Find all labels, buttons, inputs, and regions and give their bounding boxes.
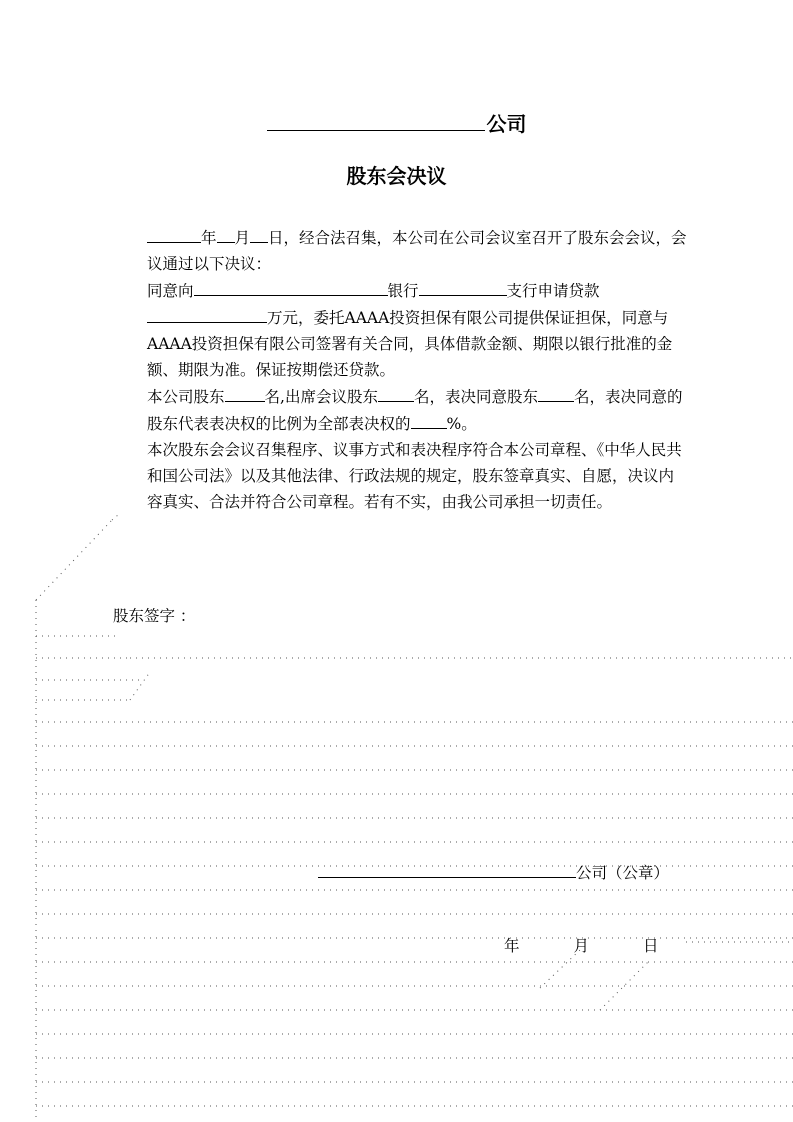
company-title-suffix: 公司	[486, 112, 527, 136]
approving-count-blank[interactable]	[538, 383, 574, 402]
resolution-body	[111, 224, 687, 515]
paragraph-shareholders: 本公司股东 名,出席会议股东 名，表决同意股东 名，表决同意的股东代表表决权的比例为全部表决权的 %。	[111, 383, 687, 437]
paragraph-compliance: 本次股东会会议召集程序、议事方式和表决程序符合本公司章程、《中华人民共和国公司法》以及其他法律、行政法规的规定，股东签章真实、自愿，决议内容真实、合法并符合公司章程。若有不实，由我公司承担一切责任。	[147, 441, 682, 511]
shareholder-signature-label: 股东签字 ：	[113, 607, 196, 625]
document-heading: 股东会决议	[346, 164, 447, 188]
year-blank[interactable]	[147, 224, 201, 243]
company-name-blank[interactable]	[267, 108, 485, 131]
paragraph-meeting-date: 年 月 日，经合法召集，本公司在公司会议室召开了股东会会议，会议通过以下决议：	[111, 224, 687, 277]
vote-percent-blank[interactable]	[411, 410, 447, 429]
date-year: 年	[504, 937, 520, 955]
company-stamp-label: 公司（公章）	[576, 864, 670, 882]
signing-date	[504, 934, 659, 956]
attending-count-blank[interactable]	[378, 383, 414, 402]
month-blank[interactable]	[217, 224, 235, 243]
date-day: 日	[643, 937, 659, 955]
date-month: 月	[573, 937, 590, 955]
shareholder-count-blank[interactable]	[225, 383, 265, 402]
stamp-company-blank[interactable]	[318, 859, 576, 878]
company-title	[0, 108, 793, 137]
company-stamp-line	[318, 859, 669, 883]
bank-name-blank[interactable]	[194, 277, 388, 296]
branch-name-blank[interactable]	[419, 277, 507, 296]
loan-amount-blank[interactable]	[147, 304, 267, 323]
day-blank[interactable]	[250, 224, 268, 243]
paragraph-loan: 同意向 银行 支行申请贷款万元，委托AAAA投资担保有限公司提供保证担保，同意与AAAA投资担保有限公司签署有关合同，具体借款金额、期限以银行批准的金额、期限为准。保证按期偿还贷款。	[111, 277, 687, 383]
